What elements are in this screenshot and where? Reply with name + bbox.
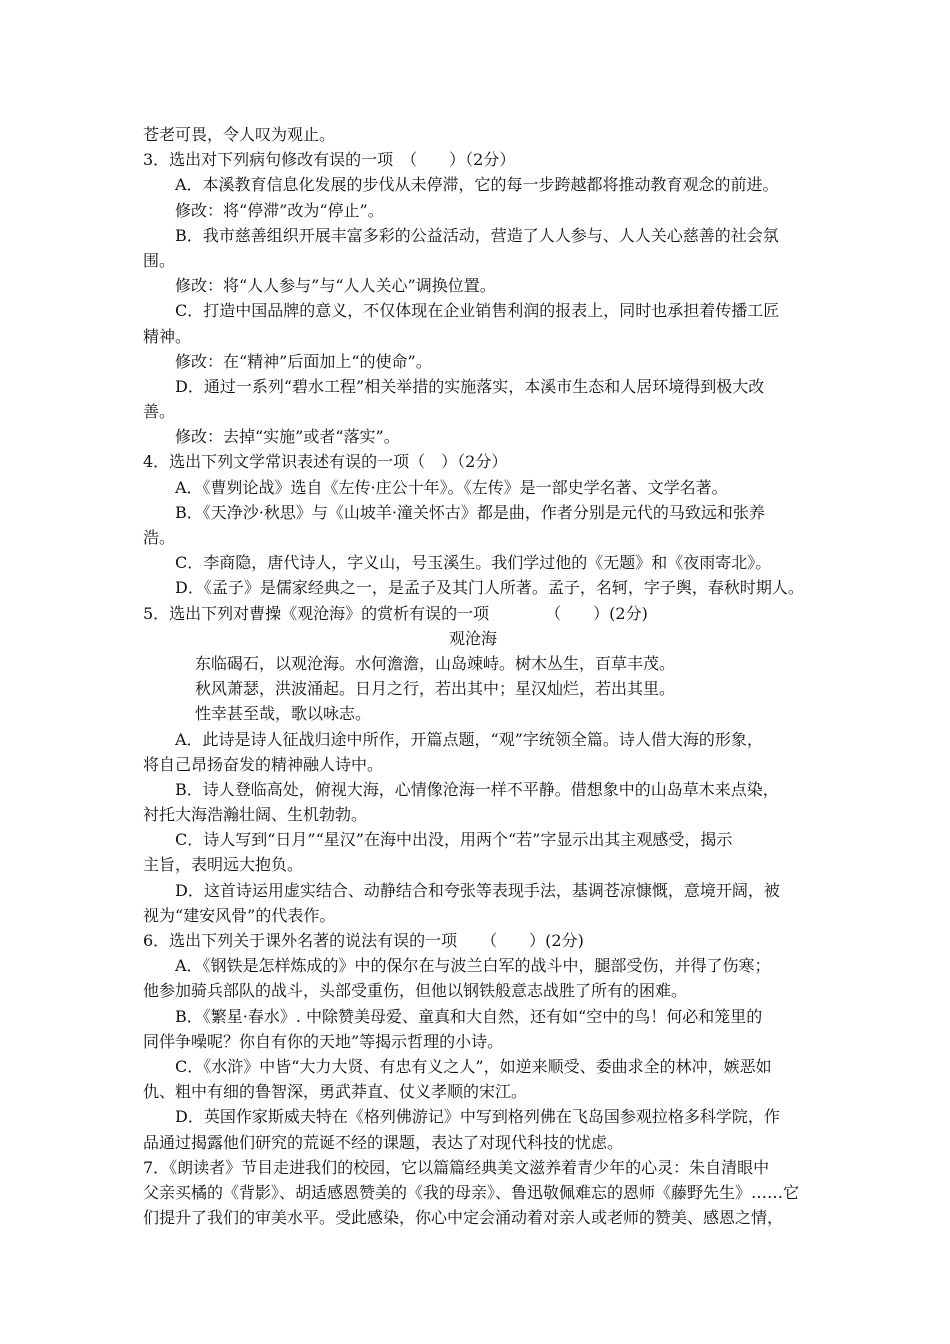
text-line: 视为“建安风骨”的代表作。 <box>143 905 336 925</box>
text-line: B．我市慈善组织开展丰富多彩的公益活动，营造了人人参与、人人关心慈善的社会氛 <box>175 225 779 245</box>
text-line: D．通过一系列“碧水工程”相关举措的实施落实，本溪市生态和人居环境得到极大改 <box>175 376 765 396</box>
text-line: 浩。 <box>143 528 176 547</box>
text-line: D．这首诗运用虚实结合、动静结合和夸张等表现手法，基调苍凉慷慨，意境开阔，被 <box>175 880 780 900</box>
text-line: 精神。 <box>143 326 192 346</box>
text-line: 将自己昂扬奋发的精神融人诗中。 <box>143 754 384 774</box>
text-line: 修改：去掉“实施”或者“落实”。 <box>175 427 400 447</box>
text-line: 东临碣石，以观沧海。水何澹澹，山岛竦峙。树木丛生，百草丰茂。 <box>195 653 676 673</box>
text-line: C．打造中国品牌的意义，不仅体现在企业销售利润的报表上，同时也承担着传播工匠 <box>175 301 780 321</box>
text-line: B．《繁星·春水》. 中除赞美母爱、童真和大自然，还有如“空中的鸟！何必和笼里的 <box>175 1006 763 1026</box>
text-line: 修改：将“停滞”改为“停止”。 <box>175 200 384 220</box>
document-page <box>143 122 823 1230</box>
text-line: 围。 <box>143 250 176 270</box>
text-line: 品通过揭露他们研究的荒诞不经的课题，表达了对现代科技的忧虑。 <box>143 1132 624 1152</box>
text-line: 他参加骑兵部队的战斗，头部受重伤，但他以钢铁般意志战胜了所有的困难。 <box>143 981 688 1001</box>
text-line: 3．选出对下列病句修改有误的一项 （ ）（2分） <box>143 150 516 170</box>
text-line: 仇、粗中有细的鲁智深，勇武莽直、仗义孝顺的宋江。 <box>143 1082 528 1102</box>
text-line: D．英国作家斯威夫特在《格列佛游记》中写到格列佛在飞岛国参观拉格多科学院，作 <box>175 1107 780 1127</box>
text-line: A．本溪教育信息化发展的步伐从未停滞，它的每一步跨越都将推动教育观念的前进。 <box>175 175 779 195</box>
text-line: 父亲买橘的《背影》、胡适感恩赞美的《我的母亲》、鲁迅敬佩难忘的恩师《藤野先生》……它 <box>143 1182 800 1202</box>
text-line: 4．选出下列文学常识表述有误的一项（ ）（2分） <box>143 452 508 472</box>
text-line: D．《孟子》是儒家经典之一，是孟子及其门人所著。孟子，名轲，字子舆，春秋时期人。 <box>175 578 804 598</box>
text-line: 善。 <box>143 402 176 422</box>
text-line: B．《天净沙·秋思》与《山坡羊·潼关怀古》都是曲，作者分别是元代的马致远和张养 <box>175 502 765 522</box>
text-line: 们提升了我们的审美水平。受此感染，你心中定会涌动着对亲人或老师的赞美、感恩之情， <box>143 1208 784 1228</box>
text-line: B．诗人登临高处，俯视大海，心情像沧海一样不平静。借想象中的山岛草木来点染， <box>175 779 779 799</box>
text-line: A．《曹刿论战》选自《左传·庄公十年》。《左传》是一部史学名著、文学名著。 <box>175 477 728 497</box>
text-line: 秋风萧瑟，洪波涌起。日月之行，若出其中；星汉灿烂，若出其里。 <box>195 679 676 699</box>
text-line: 5．选出下列对曹操《观沧海》的赏析有误的一项 （ ）(2分) <box>143 603 648 623</box>
text-line: 7．《朗读者》节目走进我们的校园，它以篇篇经典美文滋养着青少年的心灵：朱自清眼中 <box>143 1157 770 1177</box>
text-line: C．《水浒》中皆“大力大贤、有忠有义之人”，如逆来顺受、委曲求全的林冲，嫉恶如 <box>175 1056 772 1076</box>
text-line: A．《钢铁是怎样炼成的》中的保尔在与波兰白军的战斗中，腿部受伤，并得了伤寒； <box>175 956 771 976</box>
text-line: 修改：将“人人参与”与“人人关心”调换位置。 <box>175 276 496 296</box>
text-line: A．此诗是诗人征战归途中所作，开篇点题，“观”字统领全篇。诗人借大海的形象， <box>175 729 763 749</box>
text-line: C．李商隐，唐代诗人，字义山，号玉溪生。我们学过他的《无题》和《夜雨寄北》。 <box>175 553 772 573</box>
text-line: 修改：在“精神”后面加上“的使命”。 <box>175 351 432 371</box>
text-line: 衬托大海浩瀚壮阔、生机勃勃。 <box>143 805 368 825</box>
text-line: 观沧海 <box>448 628 497 648</box>
text-line: 性幸甚至哉，歌以咏志。 <box>195 704 372 724</box>
text-line: 主旨，表明远大抱负。 <box>143 855 304 875</box>
text-line: 6．选出下列关于课外名著的说法有误的一项 （ ）(2分) <box>143 931 584 950</box>
text-line: 同伴争噪呢？你自有你的天地”等揭示哲理的小诗。 <box>143 1031 504 1051</box>
text-line: 苍老可畏，令人叹为观止。 <box>143 125 336 144</box>
text-line: C．诗人写到“日月”“星汉”在海中出没，用两个“若”字显示出其主观感受，揭示 <box>175 830 733 850</box>
